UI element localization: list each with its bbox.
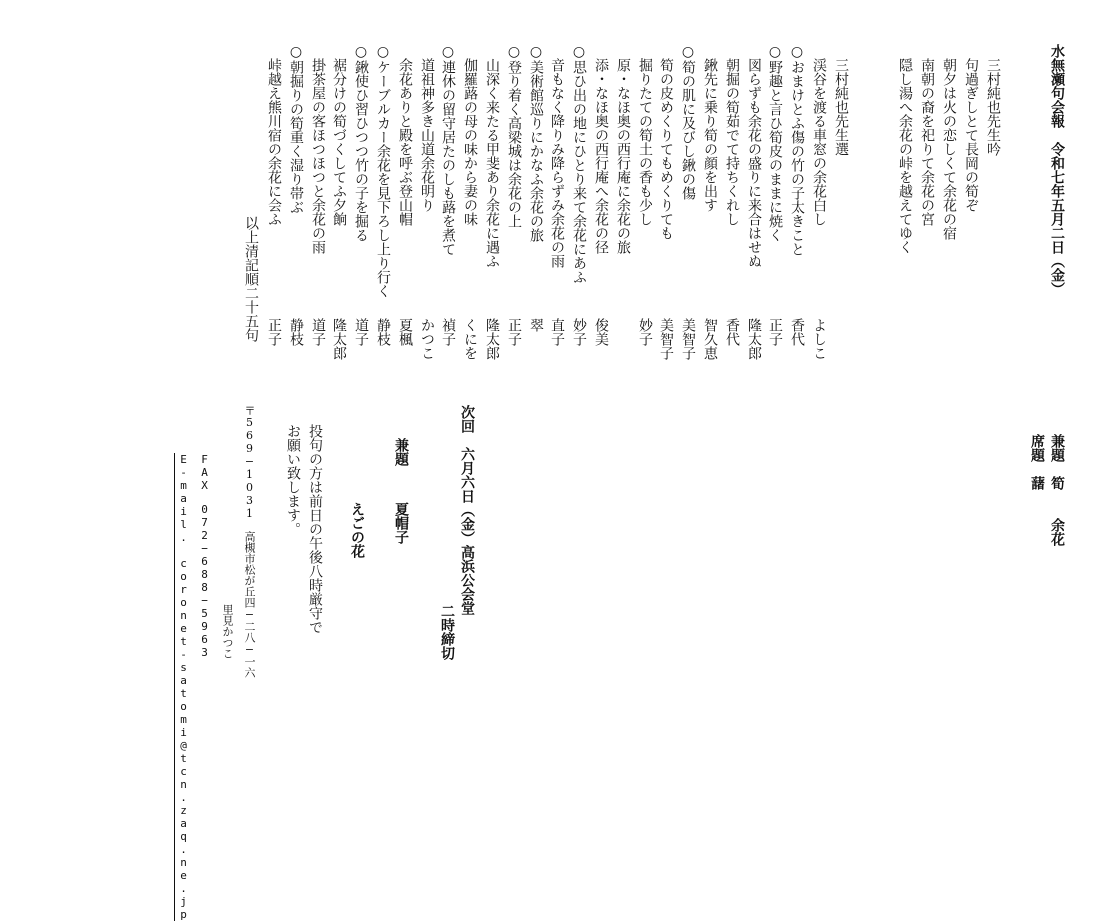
poem-author: 直子	[549, 318, 565, 346]
contact-email: E-mail. coronet-satomi@tcn.zaq.ne.jp	[174, 453, 189, 921]
poem-author: 正子	[506, 318, 522, 346]
poem-author: 妙子	[571, 318, 587, 346]
selected-poem: 峠越え熊川宿の余花に会ふ	[266, 58, 282, 226]
selected-poem: ○野趣と言ひ筍皮のままに焼く	[767, 44, 783, 242]
poem-author: 妙子	[637, 318, 653, 346]
poem-author: かつこ	[419, 318, 435, 360]
selected-poem: 掘りたての筍土の香も少し	[637, 58, 653, 226]
prompt-label-kendai: 兼題	[1049, 434, 1065, 462]
poem-author: 美智子	[680, 318, 696, 360]
poem-author: 正子	[767, 318, 783, 346]
selected-poem: ○思ひ出の地にひとり来て余花にあふ	[571, 44, 587, 284]
prompt-value-sekidai: 藷	[1029, 476, 1045, 490]
next-meeting-line: 次回 六月六日（金）高浜公会堂	[459, 405, 475, 615]
prompt-label-sekidai: 席題	[1029, 434, 1045, 462]
poem-author: 静枝	[375, 318, 391, 346]
selected-poem: 筍の皮めくりてもめくりても	[658, 58, 674, 240]
teacher-poems-heading: 三村純也先生吟	[985, 58, 1001, 156]
submission-note-1: 投句の方は前日の午後八時厳守で	[307, 424, 323, 634]
deadline-line: 二時締切	[439, 604, 455, 660]
poem-author: 隆太郎	[331, 318, 347, 360]
poem-author: 禎子	[440, 318, 456, 346]
selected-poem: 掛茶屋の客ほつほつと余花の雨	[310, 58, 326, 254]
selected-poem: 裾分けの筍づくしてふ夕餉	[331, 58, 347, 226]
selected-poem: 鍬先に乗り筍の顔を出す	[702, 58, 718, 212]
submission-note-2: お願い致します。	[285, 424, 301, 536]
contact-fax: FAX 072−688−5963	[198, 453, 211, 659]
poem-author: 隆太郎	[484, 318, 500, 360]
selected-poem: ○登り着く高梁城は余花の上	[506, 44, 522, 228]
next-kendai-label: 兼題	[393, 438, 409, 466]
selected-poem: 添・なほ奥の西行庵へ余花の径	[593, 58, 609, 254]
poem-author: 俊美	[593, 318, 609, 346]
teacher-poem: 朝夕は火の恋しくて余花の宿	[941, 58, 957, 240]
poem-author: 道子	[353, 318, 369, 346]
poem-author: 香代	[724, 318, 740, 346]
selected-poem: 図らずも余花の盛りに来合はせぬ	[746, 58, 762, 268]
poem-author: 正子	[266, 318, 282, 346]
teacher-poem: 隠し湯へ余花の峠を越えてゆく	[897, 58, 913, 254]
poem-author: 道子	[310, 318, 326, 346]
selected-poem: 山深く来たる甲斐あり余花に遇ふ	[484, 58, 500, 268]
prompt-value-kendai: 筍 余花	[1049, 476, 1065, 546]
next-kendai-2: えごの花	[349, 502, 365, 558]
selected-poem: 渓谷を渡る車窓の余花白し	[811, 58, 827, 226]
selected-poem: ○おまけとふ傷の竹の子太きこと	[789, 44, 805, 256]
next-kendai-1: 夏帽子	[393, 502, 409, 544]
newsletter-title: 水無瀬句会報 令和七年五月二日（金）	[1049, 44, 1065, 296]
poem-author: 隆太郎	[746, 318, 762, 360]
poem-author: 香代	[789, 318, 805, 346]
teacher-poem: 句過ぎしとて長岡の筍ぞ	[963, 58, 979, 212]
selected-poem: ○鍬使ひ習ひつつ竹の子を掘る	[353, 44, 369, 242]
selected-poem: 伽羅蕗の母の味から妻の味	[462, 58, 478, 226]
selected-poem: ○連休の留守居たのしも蕗を煮て	[440, 44, 456, 256]
selected-poem: 音もなく降りみ降らずみ余花の雨	[549, 58, 565, 268]
selected-poem: 道祖神多き山道余花明り	[419, 58, 435, 212]
poem-author: よしこ	[811, 318, 827, 360]
selected-poem: ○ケーブルカー余花を見下ろし上り行く	[375, 44, 391, 298]
selected-poem: 朝掘の筍茹でて持ちくれし	[724, 58, 740, 226]
contact-name: 里見かつこ	[221, 604, 234, 659]
poem-author: 智久恵	[702, 318, 718, 360]
selected-poem: 余花ありと殿を呼ぶ登山帽	[397, 58, 413, 226]
poem-author: 夏楓	[397, 318, 413, 346]
teacher-selection-heading: 三村純也先生選	[833, 58, 849, 156]
selected-poem: 原・なほ奥の西行庵に余花の旅	[615, 58, 631, 254]
selected-poem: ○筍の肌に及びし鍬の傷	[680, 44, 696, 200]
selection-footer: 以上清記順二十五句	[243, 216, 259, 342]
poem-author: 美智子	[658, 318, 674, 360]
teacher-poem: 南朝の裔を祀りて余花の宮	[919, 58, 935, 226]
selected-poem: ○美術館巡りにかなふ余花の旅	[528, 44, 544, 242]
poem-author: 翠	[528, 318, 544, 332]
contact-address: 〒569−1031 高槻市松が丘四−二八−一六	[243, 405, 256, 678]
poem-author: 静枝	[288, 318, 304, 346]
selected-poem: ○朝掘りの筍重く湿り帯ぶ	[288, 44, 304, 214]
poem-author: くにを	[462, 318, 478, 360]
